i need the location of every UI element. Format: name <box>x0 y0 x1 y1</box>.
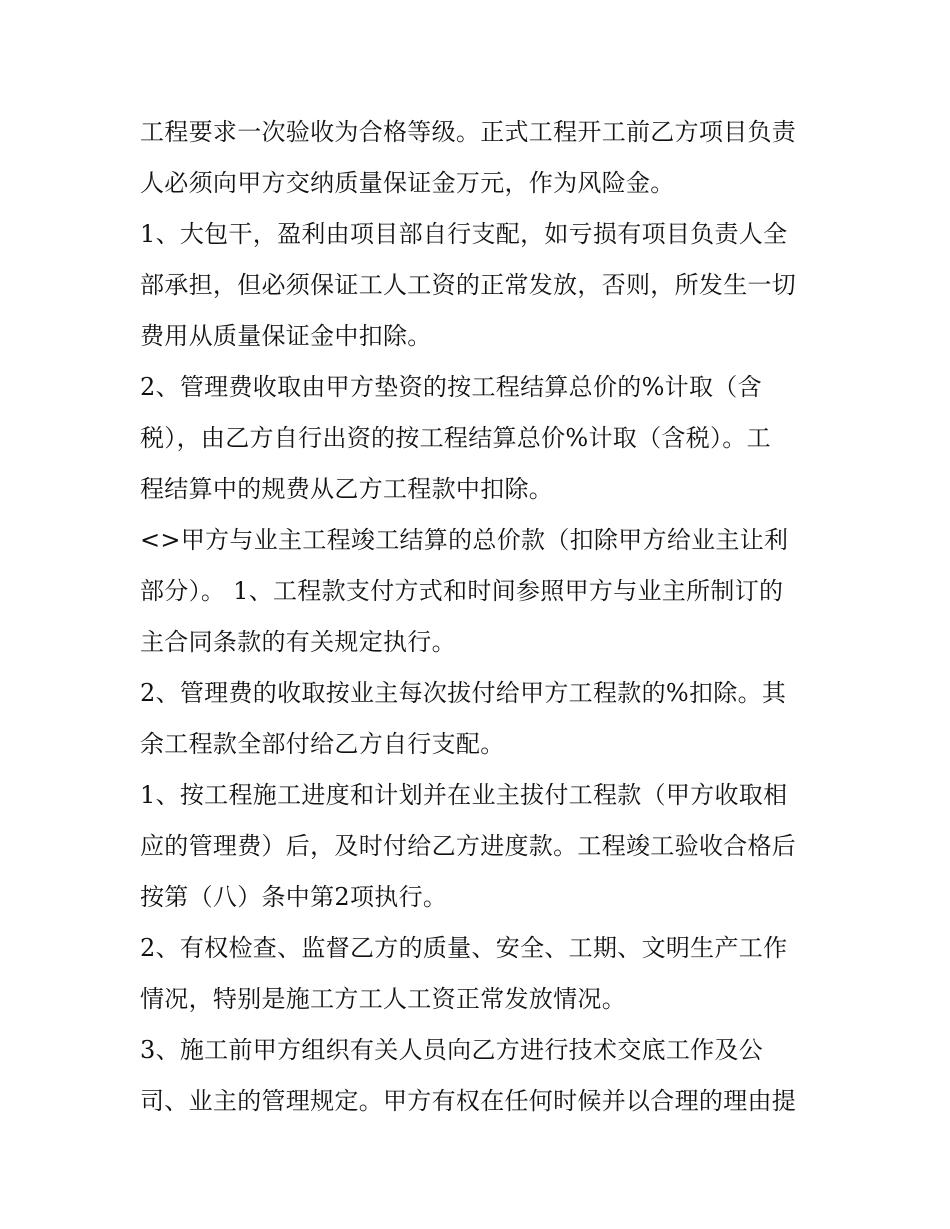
text-line: 2、有权检查、监督乙方的质量、安全、工期、文明生产工作 <box>140 934 788 962</box>
text-line: 余工程款全部付给乙方自行支配。 <box>140 730 505 758</box>
text-line: 1、大包干，盈利由项目部自行支配，如亏损有项目负责人全 <box>140 220 788 248</box>
text-line: 2、管理费的收取按业主每次拔付给甲方工程款的%扣除。其 <box>140 679 787 707</box>
text-line: 按第（八）条中第2项执行。 <box>140 883 448 911</box>
text-line: 税），由乙方自行出资的按工程结算总价%计取（含税）。工 <box>140 424 771 452</box>
text-line: 应的管理费）后，及时付给乙方进度款。工程竣工验收合格后 <box>140 832 797 860</box>
text-line: 3、施工前甲方组织有关人员向乙方进行技术交底工作及公 <box>140 1036 764 1064</box>
text-line: 费用从质量保证金中扣除。 <box>140 322 432 350</box>
text-line: 人必须向甲方交纳质量保证金万元，作为风险金。 <box>140 169 675 197</box>
text-line: <>甲方与业主工程竣工结算的总价款（扣除甲方给业主让利 <box>140 526 789 554</box>
text-line: 程结算中的规费从乙方工程款中扣除。 <box>140 475 554 503</box>
text-line: 部分）。 1、工程款支付方式和时间参照甲方与业主所制订的 <box>140 577 784 605</box>
text-line: 情况，特别是施工方工人工资正常发放情况。 <box>140 985 626 1013</box>
document-body <box>140 107 820 1127</box>
text-line: 司、业主的管理规定。甲方有权在任何时候并以合理的理由提 <box>140 1087 797 1115</box>
text-line: 主合同条款的有关规定执行。 <box>140 628 456 656</box>
text-line: 部承担，但必须保证工人工资的正常发放，否则，所发生一切 <box>140 271 797 299</box>
text-line: 2、管理费收取由甲方垫资的按工程结算总价的%计取（含 <box>140 373 762 401</box>
text-line: 1、按工程施工进度和计划并在业主拔付工程款（甲方收取相 <box>140 781 788 809</box>
text-line: 工程要求一次验收为合格等级。正式工程开工前乙方项目负责 <box>140 118 797 146</box>
